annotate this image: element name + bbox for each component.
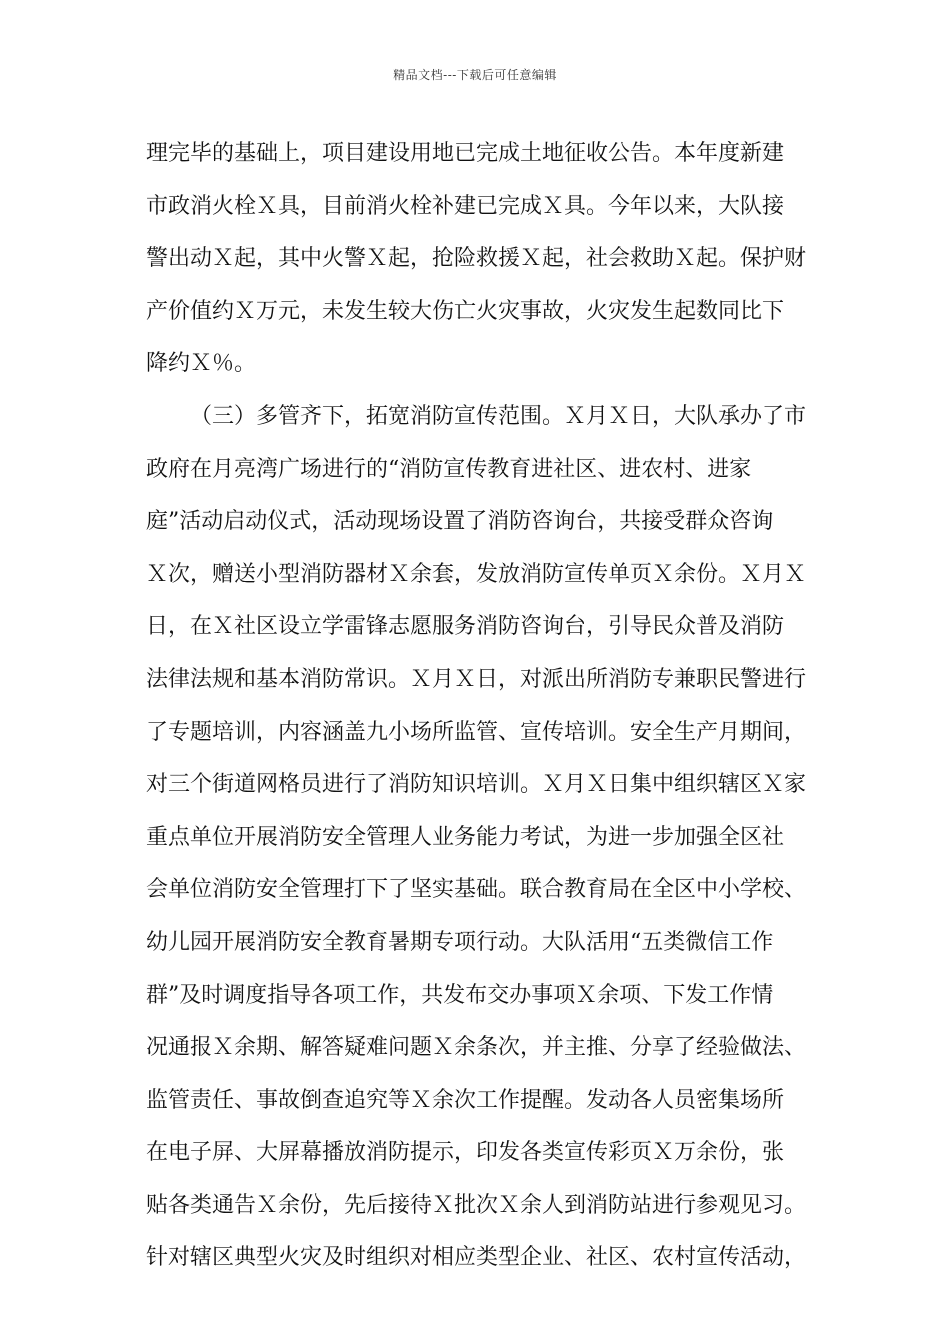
text-line: 政府在月亮湾广场进行的“消防宣传教育进社区、进农村、进家 — [146, 456, 752, 482]
text-line: 群”及时调度指导各项工作，共发布交办事项Ｘ余项、下发工作情 — [146, 982, 774, 1008]
text-line: 幼儿园开展消防安全教育暑期专项行动。大队活用“五类微信工作 — [146, 929, 774, 955]
text-line: 警出动Ｘ起，其中火警Ｘ起，抢险救援Ｘ起，社会救助Ｘ起。保护财 — [146, 246, 807, 272]
text-line: 庭”活动启动仪式，活动现场设置了消防咨询台，共接受群众咨询 — [146, 509, 774, 535]
text-line: 重点单位开展消防安全管理人业务能力考试，为进一步加强全区社 — [146, 824, 785, 850]
text-line: Ｘ次，赠送小型消防器材Ｘ余套，发放消防宣传单页Ｘ余份。Ｘ月Ｘ — [146, 561, 807, 587]
text-line: 会单位消防安全管理打下了坚实基础。联合教育局在全区中小学校、 — [146, 877, 807, 903]
text-line: 法律法规和基本消防常识。Ｘ月Ｘ日，对派出所消防专兼职民警进行 — [146, 666, 807, 692]
text-line: 理完毕的基础上，项目建设用地已完成土地征收公告。本年度新建 — [146, 141, 785, 166]
section-heading-line: （三）多管齐下，拓宽消防宣传范围。Ｘ月Ｘ日，大队承办了市 — [190, 403, 807, 429]
page-header: 精品文档---下载后可任意编辑 — [393, 68, 557, 82]
text-line: 市政消火栓Ｘ具，目前消火栓补建已完成Ｘ具。今年以来，大队接 — [146, 193, 785, 219]
text-line: 贴各类通告Ｘ余份，先后接待Ｘ批次Ｘ余人到消防站进行参观见习。 — [146, 1192, 807, 1218]
text-line: 产价值约Ｘ万元，未发生较大伤亡火灾事故，火灾发生起数同比下 — [146, 298, 785, 324]
text-line: 针对辖区典型火灾及时组织对相应类型企业、社区、农村宣传活动， — [146, 1245, 807, 1271]
text-line: 了专题培训，内容涵盖九小场所监管、宣传培训。安全生产月期间， — [146, 719, 807, 745]
text-line: 况通报Ｘ余期、解答疑难问题Ｘ余条次，并主推、分享了经验做法、 — [146, 1035, 807, 1061]
text-line: 降约Ｘ％。 — [146, 351, 257, 377]
text-line: 日，在Ｘ社区设立学雷锋志愿服务消防咨询台，引导民众普及消防 — [146, 614, 785, 640]
text-line: 监管责任、事故倒查追究等Ｘ余次工作提醒。发动各人员密集场所 — [146, 1087, 785, 1113]
body-text — [146, 134, 826, 1291]
text-line: 在电子屏、大屏幕播放消防提示，印发各类宣传彩页Ｘ万余份，张 — [146, 1140, 785, 1166]
text-line: 对三个街道网格员进行了消防知识培训。Ｘ月Ｘ日集中组织辖区Ｘ家 — [146, 772, 807, 798]
